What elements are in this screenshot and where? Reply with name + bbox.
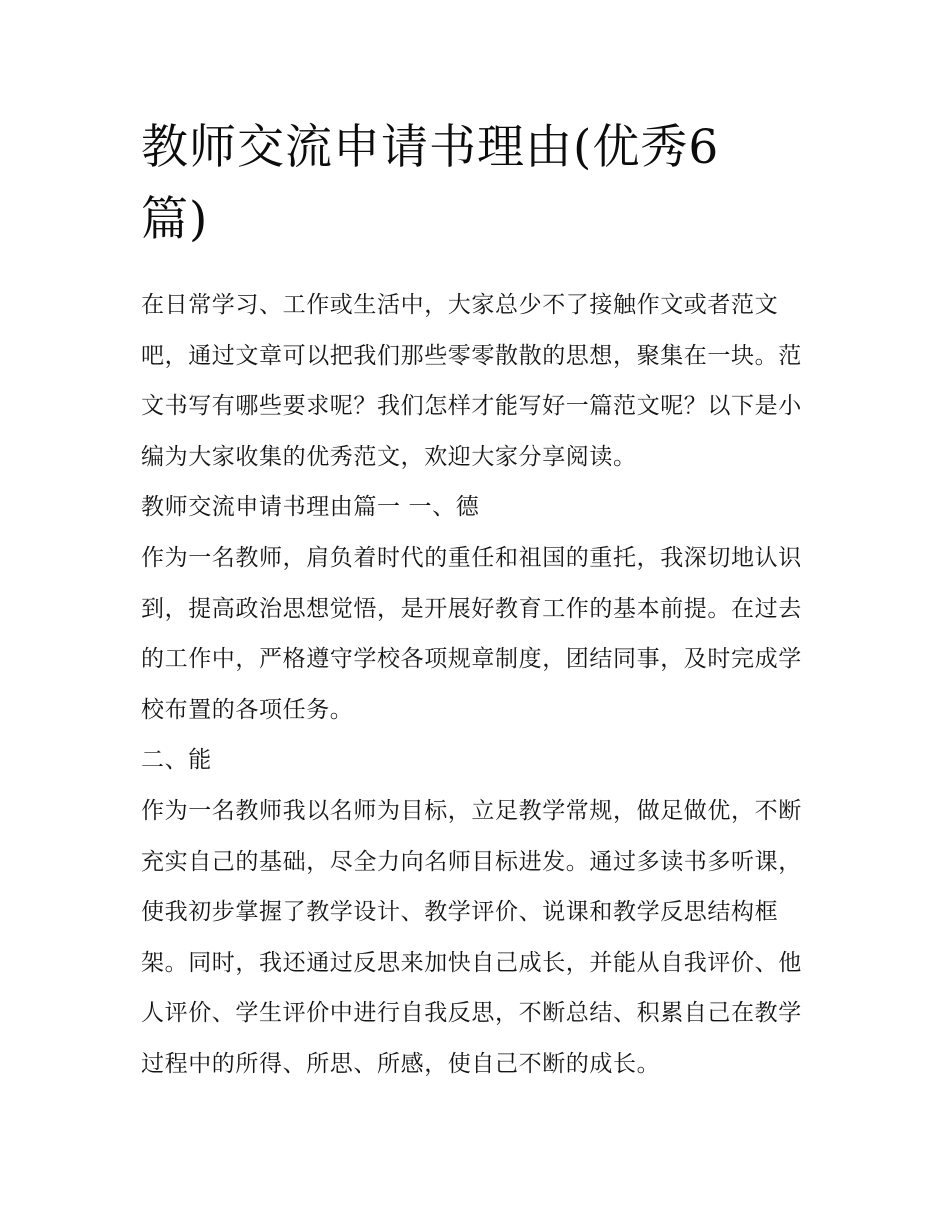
document-title: 教师交流申请书理由(优秀6篇) bbox=[141, 120, 720, 247]
section-heading-chapter-one: 教师交流申请书理由篇一 一、德 bbox=[141, 494, 480, 521]
ability-paragraph: 作为一名教师我以名师为目标，立足教学常规，做足做优，不断充实自己的基础，尽全力向名师目标进发。通过多读书多听课，使我初步掌握了教学设计、教学评价、说课和教学反思结构框架。同时，我还通过反思来加快自己成长，并能从自我评价、他人评价、学生评价中进行自我反思，不断总结、积累自己在教学过程中的所得、所思、所感，使自己不断的成长。 bbox=[141, 797, 802, 1077]
section-heading-ability: 二、能 bbox=[141, 747, 212, 774]
morality-paragraph: 作为一名教师，肩负着时代的重任和祖国的重托，我深切地认识到，提高政治思想觉悟，是开展好教育工作的基本前提。在过去的工作中，严格遵守学校各项规章制度，团结同事，及时完成学校布置的各项任务。 bbox=[141, 544, 802, 723]
document-body bbox=[141, 280, 817, 1090]
intro-paragraph: 在日常学习、工作或生活中，大家总少不了接触作文或者范文吧，通过文章可以把我们那些零零散散的思想，聚集在一块。范文书写有哪些要求呢？我们怎样才能写好一篇范文呢？以下是小编为大家收集的优秀范文，欢迎大家分享阅读。 bbox=[141, 292, 802, 470]
